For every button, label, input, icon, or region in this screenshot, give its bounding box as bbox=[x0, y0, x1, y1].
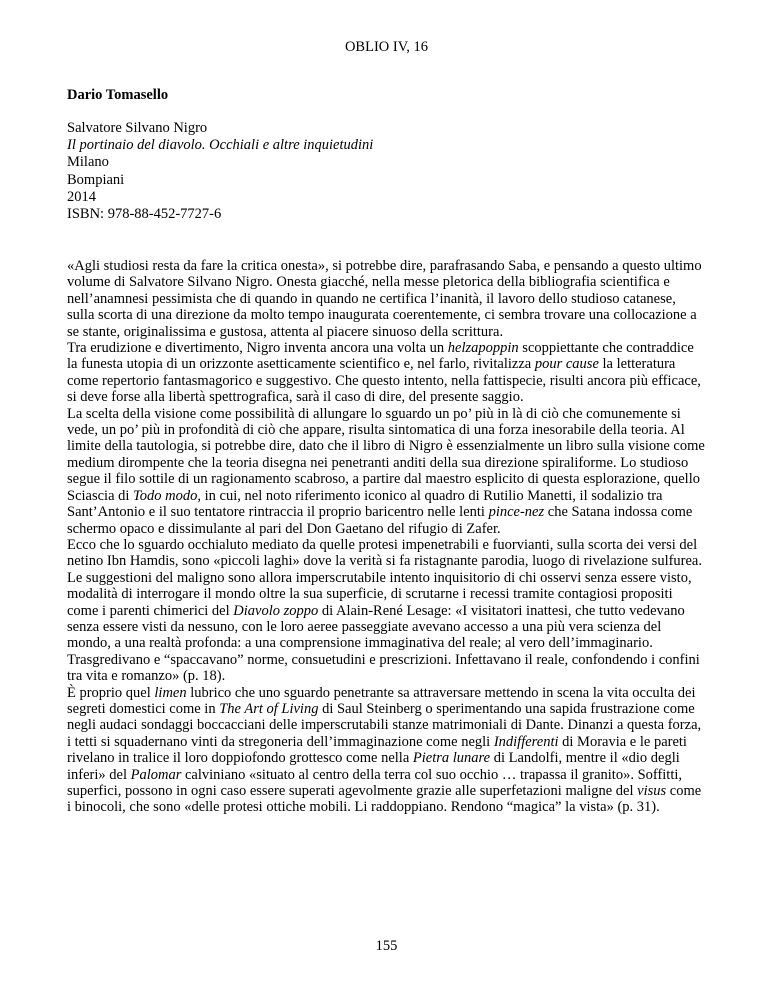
book-publisher: Bompiani bbox=[67, 171, 125, 188]
book-title: Il portinaio del diavolo. Occhiali e altre inquietudini bbox=[67, 137, 374, 154]
paragraph-1: «Agli studiosi resta da fare la critica onesta», si potrebbe dire, parafrasando Saba, e pensando a questo ultimo volume di Salvatore Silvano Nigro. Onesta giacché, nella messe pletorica della bibliografia scientifica e nell’anamnesi pessimista che di quando in quando ne certifica l’inanità, il lavoro dello studioso catanese, sulla scorta di una direzione da molto tempo inaugurata coerentemente, ci sembra trovare una collocazione a se stante, originalissima e gustosa, attenta al piacere sinuoso della scrittura. bbox=[67, 258, 702, 340]
running-header: OBLIO IV, 16 bbox=[344, 39, 429, 55]
paragraph-3: La scelta della visione come possibilità di allungare lo sguardo un po’ più in là di ciò che comunemente si vede, un po’ più in profondità di ciò che appare, risulta sintomatica di una forza inesorabile della teoria. Al limite della tautologia, si potrebbe dire, dato che il libro di Nigro è essenzialmente un libro sulla visione come medium dirompente che la teoria disegna nei penetranti anditi della sua direzione spiraliforme. Lo studioso segue il filo sottile di un ragionamento scabroso, a partire dal maestro esplicito di questa esplorazione, quello Sciascia di Todo modo, in cui, nel noto riferimento iconico al quadro di Rutilio Manetti, il sodalizio tra Sant’Antonio e il suo tentatore rintraccia il proprio baricentro nelle lenti pince-nez che Satana indossa come schermo opaco e dissimulante al pari del Don Gaetano del rifugio di Zafer. bbox=[67, 405, 705, 537]
document-page bbox=[67, 0, 706, 994]
page-number: 155 bbox=[375, 938, 398, 954]
review-body bbox=[67, 258, 706, 816]
paragraph-5: È proprio quel limen lubrico che uno sguardo penetrante sa attraversare mettendo in scena la vita occulta dei segreti domestici come in The Art of Living di Saul Steinberg o sperimentando una sapida frustrazione come negli audaci sondaggi boccacciani delle imperscrutabili stanze matrimoniali di Dante. Dinanzi a questa forza, i tetti si squadernano vinti da stregoneria dell’immaginazione come negli Indifferenti di Moravia e le pareti rivelano in tralice il loro doppiofondo grottesco come nella Pietra lunare di Landolfi, mentre il «dio degli inferi» del Palomar calviniano «situato al centro della terra col suo occhio … trapassa il granito». Soffitti, superfici, possono in ogni caso essere superati agevolmente grazie alle superfetazioni maligne del visus come i binocoli, che sono «delle protesi ottiche mobili. Li raddoppiano. Rendono “magica” la vista» (p. 31). bbox=[67, 684, 702, 816]
paragraph-4: Ecco che lo sguardo occhialuto mediato da quelle protesi impenetrabili e fuorvianti, sulla scorta dei versi del netino Ibn Hamdis, sono «piccoli laghi» dove la verità si fa ristagnante parodia, luogo di rivelazione sulfurea. Le suggestioni del maligno sono allora imperscrutabile intento inquisitorio di chi osservi senza essere visto, modalità di interrogare il mondo oltre la sua superficie, di scrutarne i recessi tramite contagiosi propositi come i parenti chimerici del Diavolo zoppo di Alain-René Lesage: «I visitatori inattesi, che tutto vedevano senza essere visti da nessuno, con le loro aeree passeggiate avevano accesso a una più vera scienza del mondo, a una realtà profonda: a una comprensione immaginativa del reale; al vero dell’immaginario. Trasgredivano e “spaccavano” norme, consuetudini e prescrizioni. Infettavano il reale, confondendo i confini tra vita e romanzo» (p. 18). bbox=[67, 536, 702, 685]
book-year: 2014 bbox=[67, 188, 96, 205]
reviewer-name: Dario Tomasello bbox=[67, 87, 169, 103]
book-isbn: ISBN: 978-88-452-7727-6 bbox=[67, 206, 222, 223]
book-city: Milano bbox=[67, 154, 109, 171]
book-metadata bbox=[67, 120, 373, 223]
book-author: Salvatore Silvano Nigro bbox=[67, 120, 208, 136]
paragraph-2: Tra erudizione e divertimento, Nigro inventa ancora una volta un helzapoppin scoppiettante che contraddice la funesta utopia di un orizzonte asetticamente scientifico e, nel farlo, rivitalizza pour cause la letteratura come repertorio fantasmagorico e suggestivo. Che questo intento, nella fattispecie, risulti ancora più efficace, si deve forse alla libertà spettrografica, sarà il caso di dire, del presente saggio. bbox=[67, 340, 701, 406]
